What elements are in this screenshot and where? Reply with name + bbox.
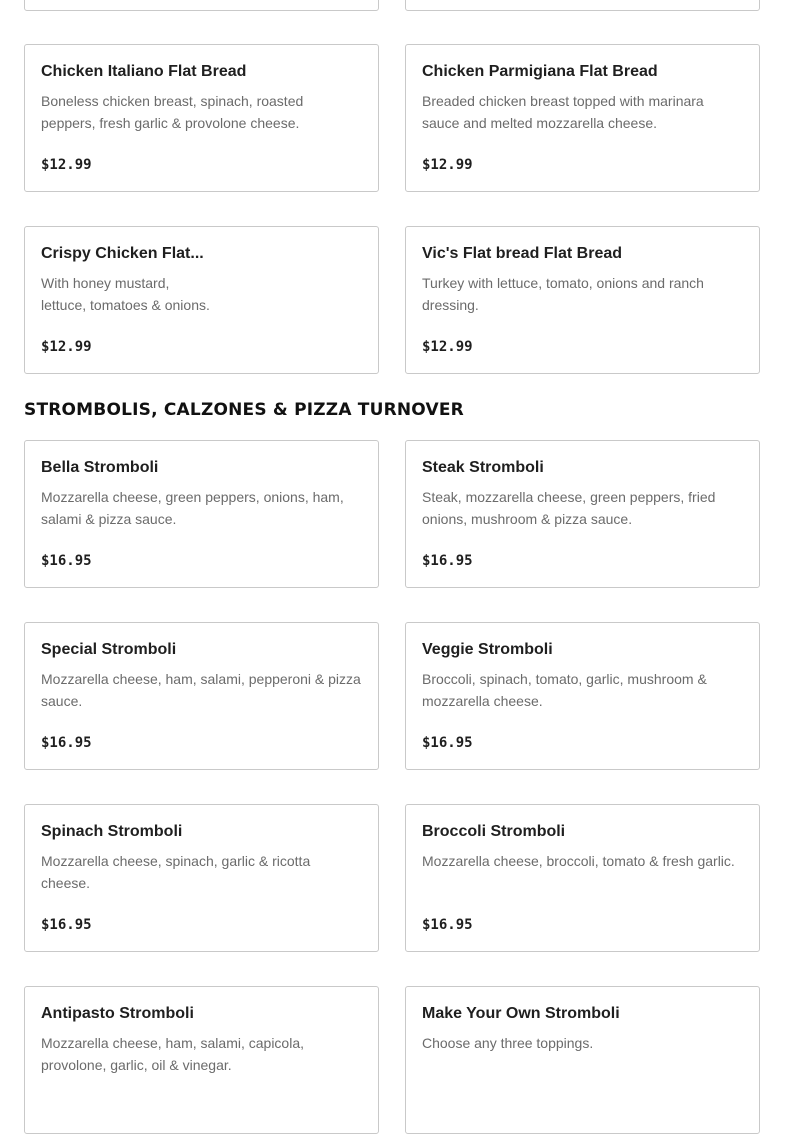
item-name: Spinach Stromboli: [41, 823, 183, 840]
item-name: Chicken Parmigiana Flat Bread: [422, 63, 658, 80]
item-description: Turkey with lettuce, tomato, onions and ranch dressing.: [422, 275, 704, 313]
item-name: Crispy Chicken Flat...: [41, 245, 204, 262]
item-name: Vic's Flat bread Flat Bread: [422, 245, 623, 262]
item-description: Mozzarella cheese, green peppers, onions, ham, salami & pizza sauce.: [41, 489, 344, 527]
menu-item-card[interactable]: [405, 226, 760, 374]
item-description-line: With honey mustard,: [41, 275, 170, 291]
item-name: Antipasto Stromboli: [41, 1005, 194, 1022]
menu-item-card[interactable]: [24, 804, 379, 952]
item-price: $16.95: [422, 735, 473, 751]
menu-item-card[interactable]: [405, 804, 760, 952]
item-price: $12.99: [422, 339, 473, 355]
item-name: Veggie Stromboli: [422, 641, 553, 658]
item-description: Mozzarella cheese, ham, salami, pepperoni & pizza sauce.: [41, 671, 361, 709]
item-description: Steak, mozzarella cheese, green peppers, fried onions, mushroom & pizza sauce.: [422, 489, 716, 527]
menu-item-card[interactable]: [24, 44, 379, 192]
item-name: Steak Stromboli: [422, 459, 544, 476]
section-title: STROMBOLIS, CALZONES & PIZZA TURNOVER: [24, 400, 464, 420]
item-name: Broccoli Stromboli: [422, 823, 566, 840]
item-price: $12.99: [41, 157, 92, 173]
item-name: Special Stromboli: [41, 641, 177, 658]
menu-item-card[interactable]: [24, 986, 379, 1134]
item-price: $16.95: [422, 917, 473, 933]
item-name: Chicken Italiano Flat Bread: [41, 63, 247, 80]
item-description: Mozzarella cheese, broccoli, tomato & fresh garlic.: [422, 853, 735, 869]
item-price: $16.95: [41, 917, 92, 933]
item-price: $16.95: [422, 553, 473, 569]
item-price: $12.99: [41, 339, 92, 355]
item-description: Mozzarella cheese, ham, salami, capicola, provolone, garlic, oil & vinegar.: [41, 1035, 305, 1073]
menu-item-card[interactable]: [405, 986, 760, 1134]
item-price: $12.99: [422, 157, 473, 173]
item-description: Mozzarella cheese, spinach, garlic & ricotta cheese.: [41, 853, 311, 891]
item-description: Breaded chicken breast topped with marinara sauce and melted mozzarella cheese.: [422, 93, 704, 131]
menu-item-card[interactable]: [405, 44, 760, 192]
menu-item-card[interactable]: [24, 226, 379, 374]
item-description-line: lettuce, tomatoes & onions.: [41, 297, 210, 313]
menu-item-card[interactable]: [405, 622, 760, 770]
item-description: Broccoli, spinach, tomato, garlic, mushroom & mozzarella cheese.: [422, 671, 707, 709]
item-description: Boneless chicken breast, spinach, roasted peppers, fresh garlic & provolone cheese.: [41, 93, 304, 131]
item-description: Choose any three toppings.: [422, 1035, 594, 1051]
item-description: [41, 272, 362, 316]
menu-item-card[interactable]: [24, 0, 379, 11]
item-name: Make Your Own Stromboli: [422, 1005, 620, 1022]
menu-item-card[interactable]: [24, 440, 379, 588]
item-name: Bella Stromboli: [41, 459, 159, 476]
menu-item-card[interactable]: [405, 0, 760, 11]
item-price: $16.95: [41, 553, 92, 569]
item-price: $16.95: [41, 735, 92, 751]
menu-item-card[interactable]: [405, 440, 760, 588]
menu-item-card[interactable]: [24, 622, 379, 770]
